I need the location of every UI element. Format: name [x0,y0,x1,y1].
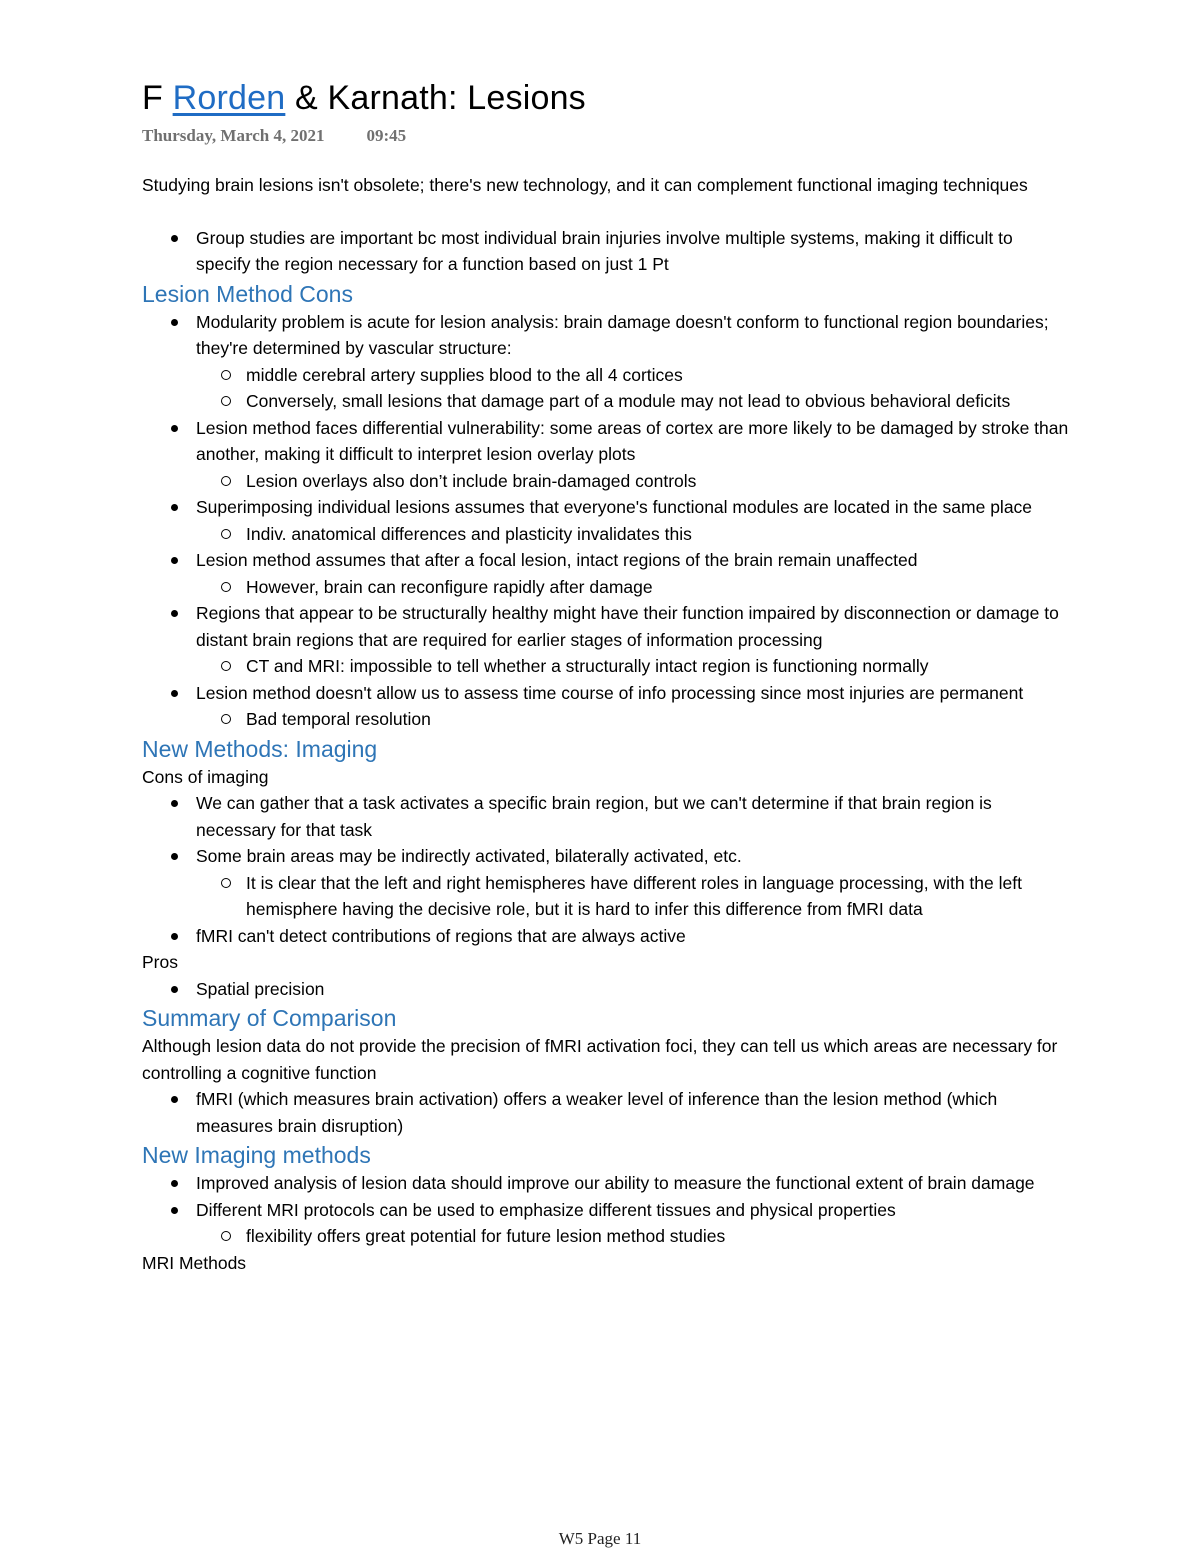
sub-list-item: However, brain can reconfigure rapidly after damage [196,574,1072,601]
list-item [142,547,1072,600]
note-timestamp [142,124,1072,148]
list-item [142,680,1072,733]
list-item [142,790,1072,843]
list-item-text: Improved analysis of lesion data should improve our ability to measure the functional extent of brain damage [196,1173,1035,1193]
list-item-text: Regions that appear to be structurally healthy might have their function impaired by disconnection or damage to distant brain regions that are required for earlier stages of information processing [196,603,1059,650]
list-item: fMRI (which measures brain activation) offers a weaker level of inference than the lesion method (which measures brain disruption) [142,1086,1072,1139]
list-item-text: Lesion method faces differential vulnerability: some areas of cortex are more likely to be damaged by stroke than another, making it difficult to interpret lesion overlay plots [196,417,1069,464]
list-item-text: fMRI can't detect contributions of regions that are always active [196,925,686,946]
lesion-cons-list [142,309,1072,733]
list-item [142,415,1072,495]
intro-paragraph: Studying brain lesions isn't obsolete; there's new technology, and it can complement functional imaging techniques [142,175,1028,195]
mri-methods-label: MRI Methods [142,1252,247,1273]
sub-list-item: Lesion overlays also don’t include brain-damaged controls [196,468,1072,495]
note-date: Thursday, March 4, 2021 [142,126,325,145]
sub-list-item: CT and MRI: impossible to tell whether a structurally intact region is functioning normally [196,653,1072,680]
section-heading-lesion-cons: Lesion Method Cons [142,280,353,307]
pros-label: Pros [142,952,178,972]
new-imaging-list [142,1170,1072,1250]
list-item-text: We can gather that a task activates a specific brain region, but we can't determine if that brain region is necessary for that task [196,793,992,840]
list-item-text: Modularity problem is acute for lesion analysis: brain damage doesn't conform to functional region boundaries; they're determined by vascular structure: [196,311,1049,358]
title-prefix: F [142,79,173,117]
list-item: Spatial precision [142,976,1072,1003]
list-item [142,843,1072,923]
list-item-text: Lesion method assumes that after a focal lesion, intact regions of the brain remain unaffected [196,550,918,570]
sub-list-item: It is clear that the left and right hemispheres have different roles in language processing, with the left hemisphere having the decisive role, but it is hard to infer this difference from fMRI data [196,870,1072,923]
note-page [142,76,1072,1276]
note-time: 09:45 [366,126,407,145]
sub-list-item: middle cerebral artery supplies blood to the all 4 cortices [196,362,1072,389]
list-item [142,923,1072,950]
list-item: Group studies are important bc most individual brain injuries involve multiple systems, making it difficult to specify the region necessary for a function based on just 1 Pt [142,225,1072,278]
list-item [142,309,1072,415]
blank-line [142,199,1072,225]
imaging-pros-list [142,976,1072,1003]
sub-list-item: Indiv. anatomical differences and plasticity invalidates this [196,521,1072,548]
section-heading-new-imaging: New Imaging methods [142,1142,371,1168]
sub-list-item: flexibility offers great potential for future lesion method studies [196,1223,1072,1250]
intro-list [142,225,1072,278]
title-link-rorden[interactable]: Rorden [172,79,286,117]
title-suffix: & Karnath: Lesions [285,79,586,117]
section-heading-imaging: New Methods: Imaging [142,735,378,762]
summary-paragraph: Although lesion data do not provide the precision of fMRI activation foci, they can tell us which areas are necessary for controlling a cognitive function [142,1036,1058,1083]
page-title [142,76,1072,120]
list-item [142,1197,1072,1250]
cons-of-imaging-label: Cons of imaging [142,766,269,787]
imaging-cons-list [142,790,1072,949]
list-item-text: Superimposing individual lesions assumes that everyone's functional modules are located in the same place [196,497,1033,517]
list-item-text: Lesion method doesn't allow us to assess time course of info processing since most injuries are permanent [196,682,1024,703]
list-item [142,1170,1072,1197]
sub-list-item: Conversely, small lesions that damage part of a module may not lead to obvious behavioral deficits [196,388,1072,415]
sub-list-item: Bad temporal resolution [196,706,1072,733]
list-item-text: Different MRI protocols can be used to emphasize different tissues and physical properties [196,1199,896,1220]
section-heading-summary: Summary of Comparison [142,1005,397,1031]
page-footer: W5 Page 11 [558,1529,642,1548]
list-item [142,494,1072,547]
summary-list [142,1086,1072,1139]
list-item [142,600,1072,680]
list-item-text: Some brain areas may be indirectly activated, bilaterally activated, etc. [196,846,742,866]
